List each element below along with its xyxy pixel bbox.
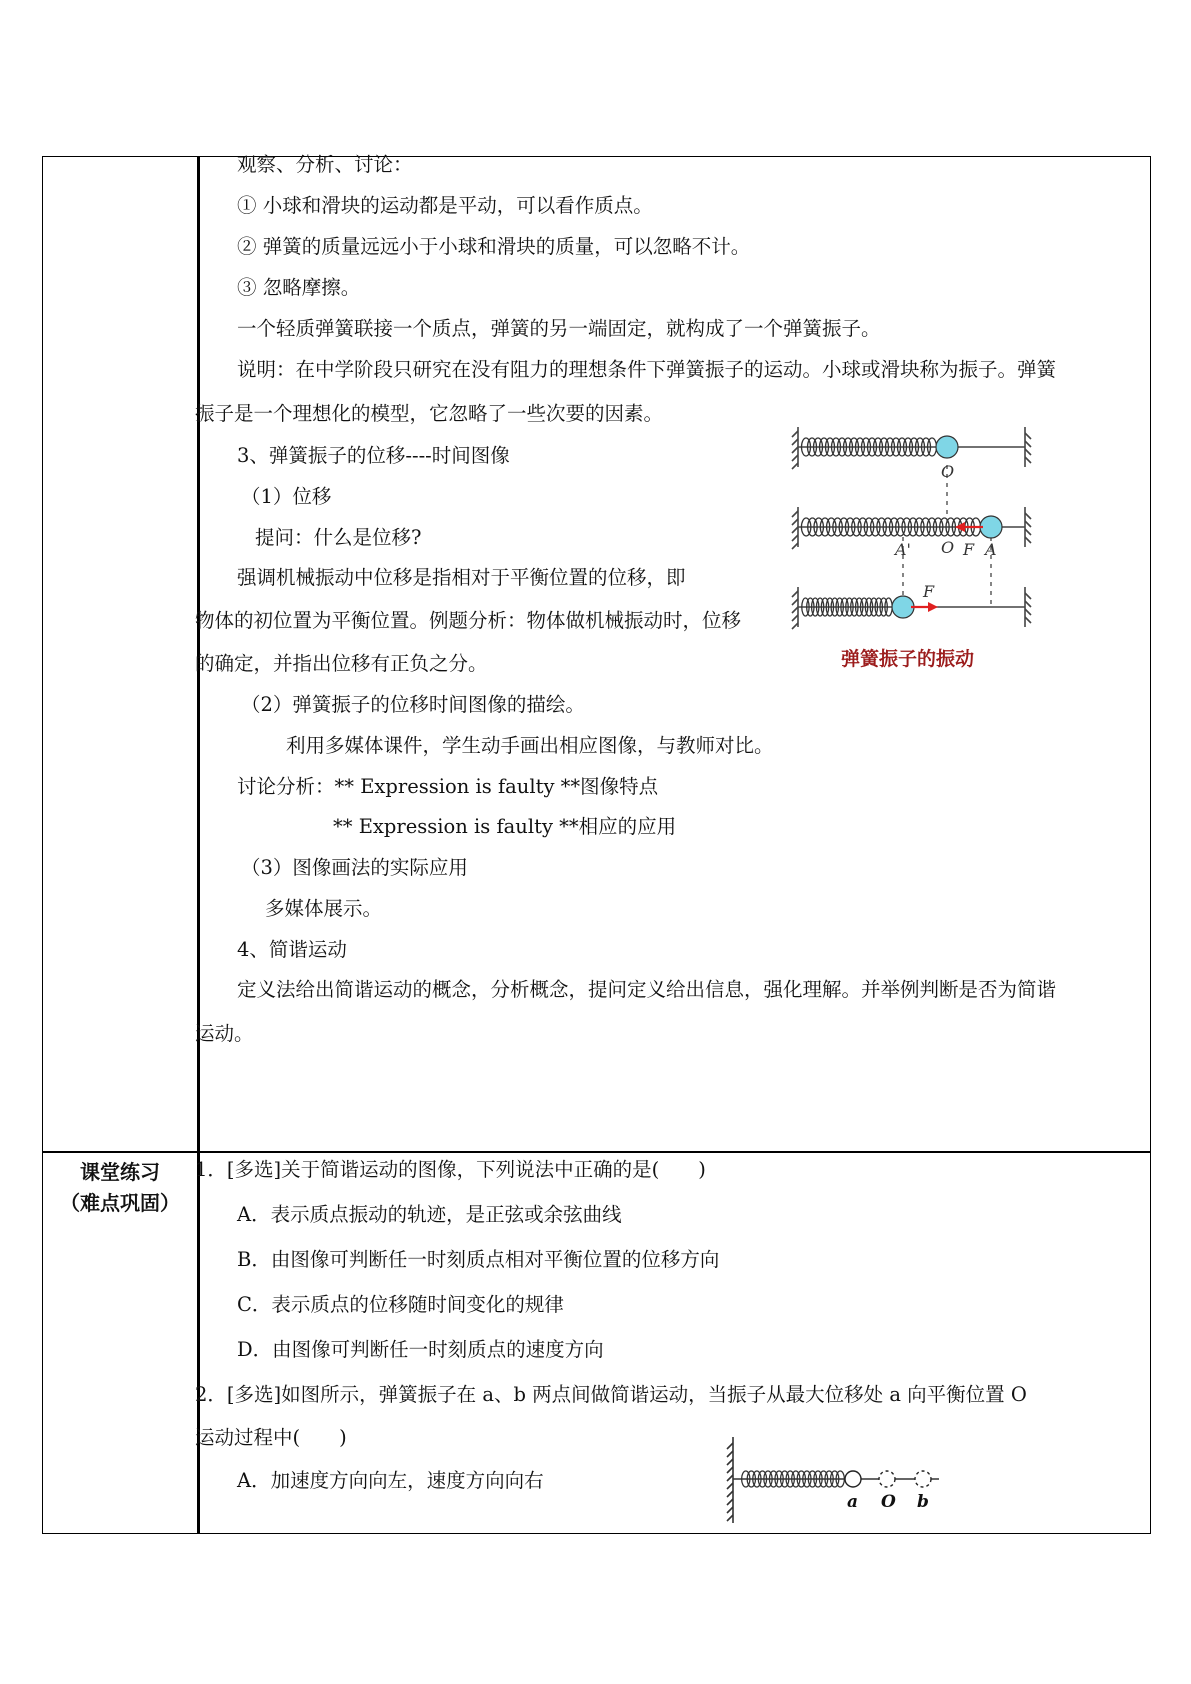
ab-oscillator-figure: [727, 1435, 957, 1525]
label-O: O: [941, 462, 955, 481]
row-divider: [43, 1151, 1150, 1153]
option-1c: C．表示质点的位移随时间变化的规律: [237, 1293, 564, 1316]
option-1d: D．由图像可判断任一时刻质点的速度方向: [237, 1338, 604, 1361]
text-line: 提问：什么是位移?: [255, 526, 422, 549]
label-A-prime: A': [895, 540, 911, 559]
text-line: 讨论分析：** Expression is faulty **图像特点: [237, 775, 659, 798]
text-line: 运动。: [195, 1022, 254, 1045]
text-line: 多媒体展示。: [265, 897, 383, 920]
subsection-heading: （3）图像画法的实际应用: [241, 856, 468, 879]
label-O-2: O: [941, 538, 955, 557]
text-line: ② 弹簧的质量远远小于小球和滑块的质量，可以忽略不计。: [237, 235, 751, 258]
label-a: a: [847, 1492, 859, 1512]
text-line: 振子是一个理想化的模型，它忽略了一些次要的因素。: [195, 402, 664, 425]
question-2: 2．[多选]如图所示，弹簧振子在 a、b 两点间做简谐运动，当振子从最大位移处 a 向平衡位置 O: [195, 1383, 1027, 1406]
option-1a: A．表示质点振动的轨迹，是正弦或余弦曲线: [237, 1203, 622, 1226]
subsection-heading: （2）弹簧振子的位移时间图像的描绘。: [241, 693, 585, 716]
practice-label-line1: 课堂练习: [80, 1160, 160, 1184]
label-b: b: [917, 1492, 929, 1512]
label-O-small: O: [881, 1492, 896, 1512]
text-line: 定义法给出简谐运动的概念，分析概念，提问定义给出信息，强化理解。并举例判断是否为简谐: [237, 978, 1057, 1001]
text-line: 利用多媒体课件，学生动手画出相应图像，与教师对比。: [286, 734, 774, 757]
label-A: A: [985, 540, 997, 559]
text-line: 说明：在中学阶段只研究在没有阻力的理想条件下弹簧振子的运动。小球或滑块称为振子。弹簧: [237, 358, 1057, 381]
option-1b: B．由图像可判断任一时刻质点相对平衡位置的位移方向: [237, 1248, 720, 1271]
text-line: 一个轻质弹簧联接一个质点，弹簧的另一端固定，就构成了一个弹簧振子。: [237, 317, 881, 340]
subsection-heading: （1）位移: [241, 485, 332, 508]
section-heading: 3、弹簧振子的位移----时间图像: [237, 444, 510, 467]
option-2a: A．加速度方向向左，速度方向向右: [237, 1469, 544, 1492]
practice-label-line2: （难点巩固）: [60, 1191, 180, 1215]
text-line: 观察、分析、讨论：: [237, 153, 413, 176]
question-1: 1．[多选]关于简谐运动的图像，下列说法中正确的是( ): [195, 1158, 706, 1181]
column-divider: [197, 157, 200, 1533]
question-2-cont: 运动过程中( ): [195, 1426, 347, 1449]
section-heading: 4、简谐运动: [237, 938, 347, 961]
lesson-table: [42, 153, 1151, 1534]
label-F: F: [963, 540, 975, 559]
text-line: ③ 忽略摩擦。: [237, 276, 361, 299]
spring-oscillator-figure: [795, 425, 1045, 685]
text-line: ** Expression is faulty **相应的应用: [333, 815, 677, 838]
text-line: 的确定，并指出位移有正负之分。: [195, 652, 488, 675]
text-line: 强调机械振动中位移是指相对于平衡位置的位移，即: [237, 566, 686, 589]
text-line: 物体的初位置为平衡位置。例题分析：物体做机械振动时，位移: [195, 609, 742, 632]
figure-caption: 弹簧振子的振动: [841, 648, 975, 670]
label-F-2: F: [923, 582, 935, 601]
text-line: ① 小球和滑块的运动都是平动，可以看作质点。: [237, 194, 653, 217]
